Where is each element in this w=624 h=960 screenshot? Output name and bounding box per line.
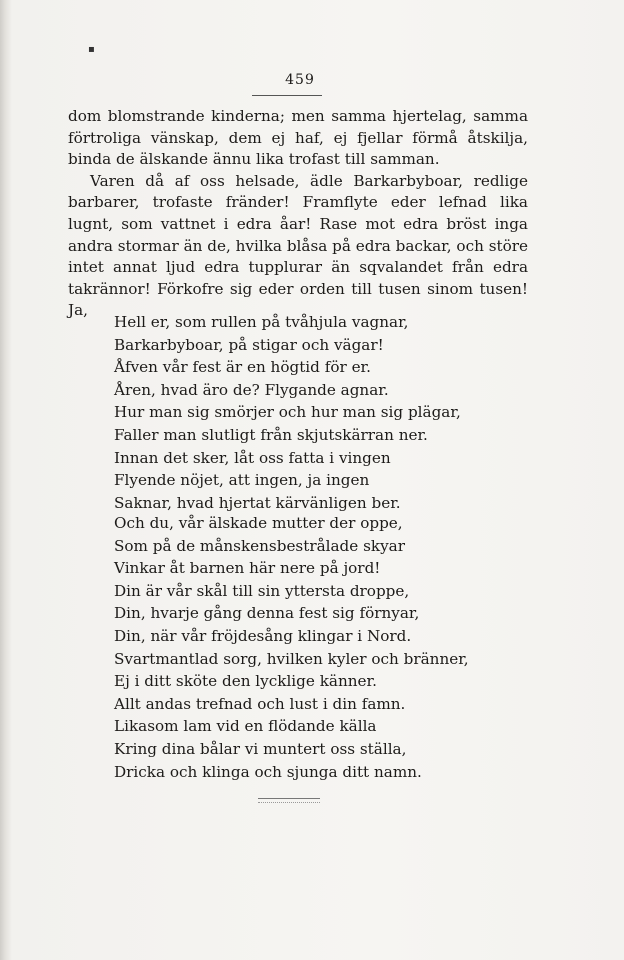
poem-line: Saknar, hvad hjertat kärvänligen ber. [114,493,401,512]
poem-line: Faller man slutligt från skjutskärran ner. [114,425,428,444]
poem-line: Flyende nöjet, att ingen, ja ingen [114,471,370,490]
poem-line: Kring dina bålar vi muntert oss ställa, [114,739,407,758]
poem-line: Som på de månskensbestrålade skyar [114,536,405,555]
poem-line: Åfven vår fest är en högtid för er. [114,358,371,377]
poem-stanza-1 [114,311,461,514]
page-number: 459 [285,72,315,88]
prose-paragraph: Varen då af oss helsade, ädle Barkarbyboar, redlige barbarer, trofaste fränder! Framflyte eder lefnad lika lugnt, som vattnet i edra åar! Rase mot edra bröst inga andra stormar än de, hvilka blåsa på edra backar, och störe intet annat ljud edra tupplurar än sqvalandet från edra takrännor! Förkofre sig eder orden till tusen sinom tusen! Ja, [68,171,528,320]
poem-line: Allt andas trefnad och lust i din famn. [114,694,406,713]
poem-line: Hell er, som rullen på tvåhjula vagnar, [114,313,409,331]
poem-line: Vinkar åt barnen här nere på jord! [114,559,381,578]
closing-ornament [258,798,320,803]
poem-line: Likasom lam vid en flödande källa [114,717,377,736]
poem-line: Dricka och klinga och sjunga ditt namn. [114,762,422,781]
poem-line: Hur man sig smörjer och hur man sig plägar, [114,403,461,422]
prose-paragraph: dom blomstrande kinderna; men samma hjertelag, samma förtroliga vänskap, dem ej haf, ej fjellar förmå åtskilja, binda de älskande ännu lika trofast till samman. [68,107,528,169]
page-number-rule [252,95,322,96]
poem-line: Ej i ditt sköte den lycklige känner. [114,672,377,691]
poem-stanza-2 [114,512,469,783]
poem-line: Din, hvarje gång denna fest sig förnyar, [114,604,420,623]
poem-line: Åren, hvad äro de? Flygande agnar. [114,380,389,399]
poem-line: Svartmantlad sorg, hvilken kyler och bränner, [114,649,469,668]
poem-line: Innan det sker, låt oss fatta i vingen [114,448,391,467]
poem-line: Och du, vår älskade mutter der oppe, [114,514,403,532]
poem-line: Din, när vår fröjdesång klingar i Nord. [114,626,412,645]
poem-line: Din är vår skål till sin yttersta droppe, [114,581,410,600]
ink-speck: ▪ [88,44,95,55]
poem-line: Barkarbyboar, på stigar och vägar! [114,335,384,354]
prose-block [68,106,528,322]
